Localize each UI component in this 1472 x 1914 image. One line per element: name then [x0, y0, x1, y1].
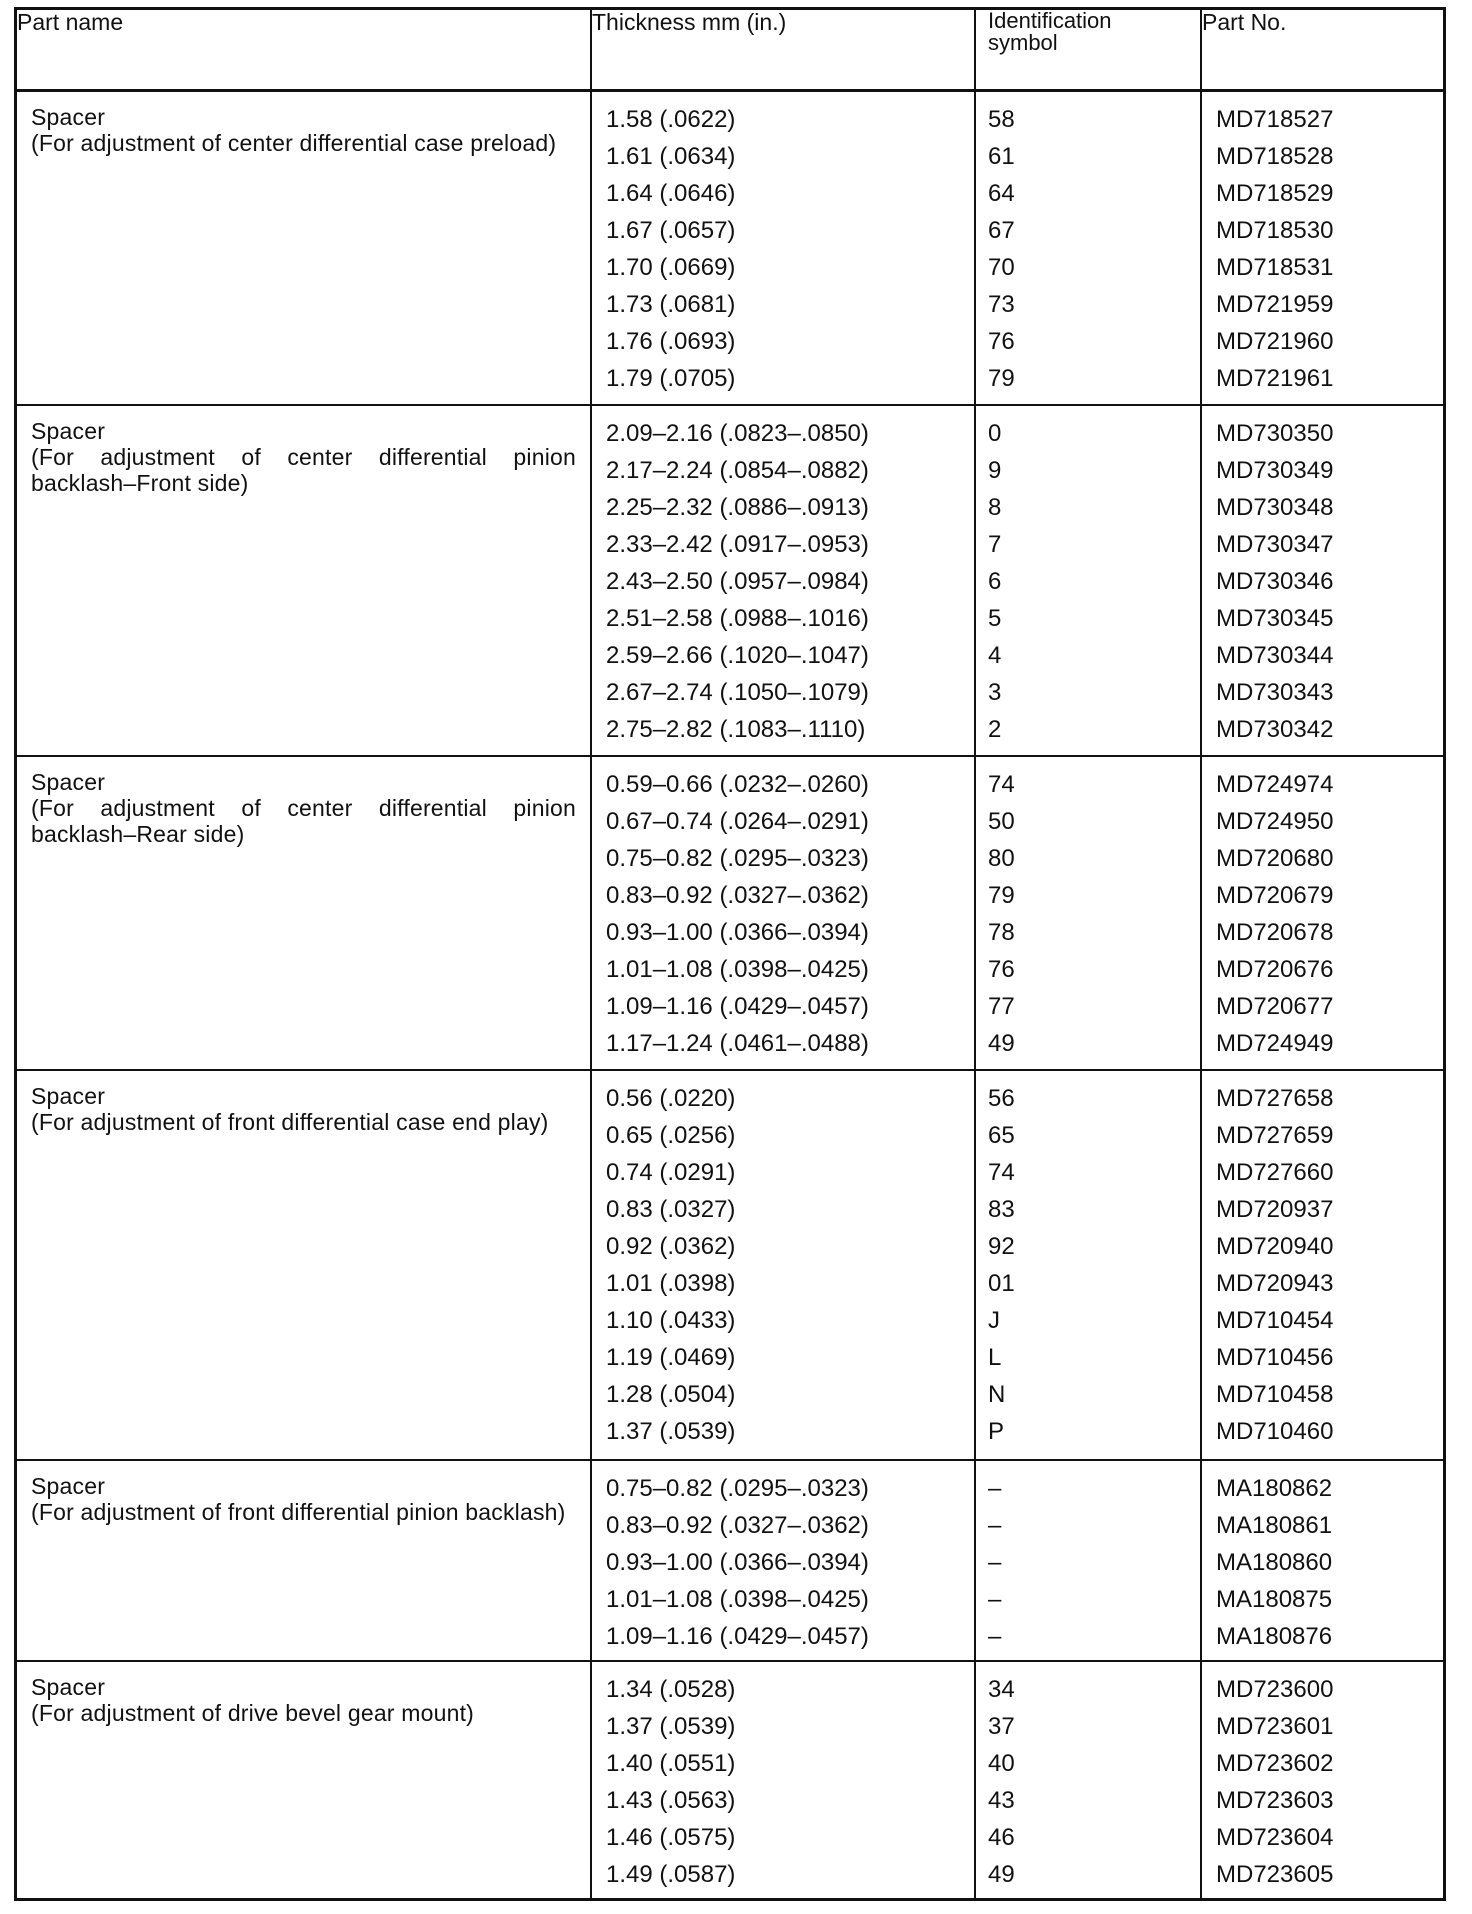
part-number: MA180876	[1216, 1623, 1333, 1651]
part-name-cell	[17, 405, 591, 757]
part-number-cell	[1201, 756, 1443, 1070]
header-ident-line1: Identification	[988, 8, 1112, 33]
identification-symbol-cell	[975, 756, 1201, 1070]
part-number: MD720940	[1216, 1233, 1334, 1261]
header-ident-line2: symbol	[988, 30, 1058, 55]
identification-symbol: 34	[988, 1675, 1015, 1703]
identification-symbol: 6	[988, 567, 1002, 595]
thickness-value: 1.58 (.0622)	[606, 105, 736, 133]
part-number: MD718529	[1216, 179, 1334, 207]
part-purpose: (For adjustment of center differential pinion backlash–Front side)	[31, 443, 576, 496]
identification-symbol: 64	[988, 179, 1015, 207]
part-number: MD723605	[1216, 1860, 1334, 1888]
part-name: Spacer	[31, 769, 106, 796]
identification-symbol: 78	[988, 919, 1015, 947]
identification-symbol: 2	[988, 715, 1002, 743]
table-header	[17, 10, 1443, 90]
identification-symbol: 73	[988, 290, 1015, 318]
identification-symbol-cell	[975, 1070, 1201, 1460]
thickness-value: 1.64 (.0646)	[606, 179, 736, 207]
identification-symbol: P	[988, 1418, 1005, 1446]
part-number: MD720678	[1216, 919, 1334, 947]
part-number: MD718531	[1216, 253, 1334, 281]
header-part-no: Part No.	[1201, 10, 1443, 90]
part-name-cell	[17, 756, 591, 1070]
part-name: Spacer	[31, 1473, 106, 1500]
part-name: Spacer	[31, 103, 106, 130]
part-number: MD727658	[1216, 1085, 1334, 1113]
part-number: MD723601	[1216, 1712, 1334, 1740]
identification-symbol: J	[988, 1307, 1000, 1335]
part-number: MD710458	[1216, 1381, 1334, 1409]
part-number: MD720677	[1216, 993, 1334, 1021]
spacer-parts-table	[17, 10, 1443, 1898]
table-row	[17, 90, 1443, 405]
identification-symbol: 0	[988, 419, 1002, 447]
identification-symbol: 65	[988, 1122, 1015, 1150]
identification-symbol: 70	[988, 253, 1015, 281]
identification-symbol: –	[988, 1512, 1002, 1540]
part-number: MD721959	[1216, 290, 1334, 318]
thickness-cell	[591, 90, 975, 405]
part-name-cell	[17, 1460, 591, 1660]
identification-symbol: L	[988, 1344, 1002, 1372]
part-number-cell	[1201, 405, 1443, 757]
part-number: MD718527	[1216, 105, 1334, 133]
part-number: MD730348	[1216, 493, 1334, 521]
part-name: Spacer	[31, 1083, 106, 1110]
spacer-parts-table-frame	[14, 7, 1446, 1901]
thickness-value: 1.61 (.0634)	[606, 142, 736, 170]
thickness-value: 0.93–1.00 (.0366–.0394)	[606, 919, 869, 947]
part-number: MD720676	[1216, 956, 1334, 984]
thickness-cell	[591, 756, 975, 1070]
part-number: MD720937	[1216, 1196, 1334, 1224]
part-group	[17, 405, 1443, 757]
identification-symbol: 74	[988, 771, 1015, 799]
thickness-value: 1.09–1.16 (.0429–.0457)	[606, 1623, 869, 1651]
identification-symbol: N	[988, 1381, 1006, 1409]
thickness-value: 0.92 (.0362)	[606, 1233, 736, 1261]
part-number: MD710454	[1216, 1307, 1334, 1335]
thickness-value: 1.49 (.0587)	[606, 1860, 736, 1888]
identification-symbol: 79	[988, 882, 1015, 910]
part-number: MD727660	[1216, 1159, 1334, 1187]
thickness-value: 1.79 (.0705)	[606, 364, 736, 392]
identification-symbol: –	[988, 1549, 1002, 1577]
thickness-value: 2.09–2.16 (.0823–.0850)	[606, 419, 869, 447]
thickness-value: 0.83 (.0327)	[606, 1196, 736, 1224]
thickness-value: 1.34 (.0528)	[606, 1675, 736, 1703]
part-group	[17, 1460, 1443, 1660]
identification-symbol-cell	[975, 405, 1201, 757]
identification-symbol: 7	[988, 530, 1002, 558]
part-number-cell	[1201, 1460, 1443, 1660]
thickness-value: 2.75–2.82 (.1083–.1110)	[606, 715, 866, 743]
header-thickness: Thickness mm (in.)	[591, 10, 975, 90]
part-number: MD710460	[1216, 1418, 1334, 1446]
header-row	[17, 10, 1443, 90]
table-row	[17, 756, 1443, 1070]
identification-symbol: 67	[988, 216, 1015, 244]
part-number: MD730343	[1216, 678, 1334, 706]
part-number: MA180875	[1216, 1586, 1333, 1614]
part-name: Spacer	[31, 417, 106, 444]
identification-symbol-cell	[975, 1460, 1201, 1660]
part-number: MD727659	[1216, 1122, 1334, 1150]
thickness-value: 1.37 (.0539)	[606, 1712, 736, 1740]
thickness-value: 0.56 (.0220)	[606, 1085, 736, 1113]
part-number: MD724950	[1216, 808, 1334, 836]
part-purpose: (For adjustment of drive bevel gear mount)	[31, 1699, 475, 1726]
part-number-cell	[1201, 1070, 1443, 1460]
part-number: MD723603	[1216, 1786, 1334, 1814]
table-row	[17, 1460, 1443, 1660]
identification-symbol-cell	[975, 1661, 1201, 1898]
part-number: MD724974	[1216, 771, 1334, 799]
part-name-cell	[17, 90, 591, 405]
thickness-value: 1.19 (.0469)	[606, 1344, 736, 1372]
part-group	[17, 756, 1443, 1070]
identification-symbol: 58	[988, 105, 1015, 133]
thickness-value: 0.83–0.92 (.0327–.0362)	[606, 1512, 869, 1540]
thickness-value: 0.93–1.00 (.0366–.0394)	[606, 1549, 869, 1577]
identification-symbol: 43	[988, 1786, 1015, 1814]
table-row	[17, 1070, 1443, 1460]
thickness-value: 0.83–0.92 (.0327–.0362)	[606, 882, 869, 910]
part-group	[17, 1661, 1443, 1898]
thickness-value: 1.73 (.0681)	[606, 290, 736, 318]
part-number: MD720679	[1216, 882, 1334, 910]
thickness-value: 1.76 (.0693)	[606, 327, 736, 355]
identification-symbol: 92	[988, 1233, 1015, 1261]
header-part-name: Part name	[17, 10, 591, 90]
part-number: MA180860	[1216, 1549, 1333, 1577]
thickness-value: 2.25–2.32 (.0886–.0913)	[606, 493, 869, 521]
identification-symbol: 37	[988, 1712, 1015, 1740]
part-number: MA180861	[1216, 1512, 1333, 1540]
identification-symbol-cell	[975, 90, 1201, 405]
part-purpose: (For adjustment of center differential pinion backlash–Rear side)	[31, 795, 576, 848]
identification-symbol: 9	[988, 456, 1002, 484]
thickness-value: 2.43–2.50 (.0957–.0984)	[606, 567, 869, 595]
part-number: MD730346	[1216, 567, 1334, 595]
thickness-value: 1.01–1.08 (.0398–.0425)	[606, 956, 869, 984]
thickness-value: 2.59–2.66 (.1020–.1047)	[606, 641, 869, 669]
thickness-value: 0.59–0.66 (.0232–.0260)	[606, 771, 869, 799]
identification-symbol: 46	[988, 1823, 1015, 1851]
identification-symbol: 01	[988, 1270, 1015, 1298]
identification-symbol: 8	[988, 493, 1002, 521]
thickness-cell	[591, 1070, 975, 1460]
thickness-value: 1.01–1.08 (.0398–.0425)	[606, 1586, 869, 1614]
part-group	[17, 1070, 1443, 1460]
part-number: MD723604	[1216, 1823, 1334, 1851]
part-number: MD710456	[1216, 1344, 1334, 1372]
thickness-value: 0.67–0.74 (.0264–.0291)	[606, 808, 869, 836]
part-purpose: (For adjustment of front differential pinion backlash)	[31, 1499, 566, 1526]
thickness-value: 1.17–1.24 (.0461–.0488)	[606, 1030, 869, 1058]
part-number: MD718528	[1216, 142, 1334, 170]
thickness-value: 1.10 (.0433)	[606, 1307, 736, 1335]
thickness-value: 1.40 (.0551)	[606, 1749, 736, 1777]
table-row	[17, 1661, 1443, 1898]
part-number: MD730350	[1216, 419, 1334, 447]
part-number: MD730342	[1216, 715, 1334, 743]
identification-symbol: 49	[988, 1030, 1015, 1058]
identification-symbol: 49	[988, 1860, 1015, 1888]
part-number: MD721960	[1216, 327, 1334, 355]
identification-symbol: 83	[988, 1196, 1015, 1224]
identification-symbol: 80	[988, 845, 1015, 873]
table-row	[17, 405, 1443, 757]
identification-symbol: 77	[988, 993, 1015, 1021]
part-purpose: (For adjustment of front differential case end play)	[31, 1109, 549, 1136]
thickness-cell	[591, 1460, 975, 1660]
thickness-value: 0.74 (.0291)	[606, 1159, 736, 1187]
identification-symbol: 40	[988, 1749, 1015, 1777]
part-number: MD730345	[1216, 604, 1334, 632]
thickness-cell	[591, 405, 975, 757]
identification-symbol: 79	[988, 364, 1015, 392]
part-number: MD730349	[1216, 456, 1334, 484]
part-number: MD720680	[1216, 845, 1334, 873]
thickness-value: 2.33–2.42 (.0917–.0953)	[606, 530, 869, 558]
part-group	[17, 90, 1443, 405]
part-name: Spacer	[31, 1673, 106, 1700]
identification-symbol: 3	[988, 678, 1002, 706]
header-identification-symbol	[975, 10, 1201, 90]
identification-symbol: 50	[988, 808, 1015, 836]
thickness-value: 2.17–2.24 (.0854–.0882)	[606, 456, 869, 484]
thickness-value: 1.01 (.0398)	[606, 1270, 736, 1298]
identification-symbol: –	[988, 1586, 1002, 1614]
part-number: MD721961	[1216, 364, 1334, 392]
thickness-value: 2.67–2.74 (.1050–.1079)	[606, 678, 869, 706]
thickness-value: 0.75–0.82 (.0295–.0323)	[606, 845, 869, 873]
part-number: MD730344	[1216, 641, 1334, 669]
part-number: MD720943	[1216, 1270, 1334, 1298]
part-number: MD730347	[1216, 530, 1334, 558]
part-name-cell	[17, 1661, 591, 1898]
thickness-value: 1.43 (.0563)	[606, 1786, 736, 1814]
part-number-cell	[1201, 90, 1443, 405]
identification-symbol: 76	[988, 327, 1015, 355]
identification-symbol: 61	[988, 142, 1015, 170]
thickness-value: 0.65 (.0256)	[606, 1122, 736, 1150]
thickness-value: 1.70 (.0669)	[606, 253, 736, 281]
thickness-value: 1.09–1.16 (.0429–.0457)	[606, 993, 869, 1021]
part-number: MD723600	[1216, 1675, 1334, 1703]
identification-symbol: 74	[988, 1159, 1015, 1187]
thickness-cell	[591, 1661, 975, 1898]
part-number: MA180862	[1216, 1475, 1333, 1503]
identification-symbol: 56	[988, 1085, 1015, 1113]
thickness-value: 1.28 (.0504)	[606, 1381, 736, 1409]
thickness-value: 1.67 (.0657)	[606, 216, 736, 244]
part-number: MD724949	[1216, 1030, 1334, 1058]
identification-symbol: –	[988, 1623, 1002, 1651]
part-name-cell	[17, 1070, 591, 1460]
part-purpose: (For adjustment of center differential case preload)	[31, 129, 557, 156]
part-number: MD723602	[1216, 1749, 1334, 1777]
part-number: MD718530	[1216, 216, 1334, 244]
identification-symbol: 5	[988, 604, 1002, 632]
identification-symbol: 76	[988, 956, 1015, 984]
part-number-cell	[1201, 1661, 1443, 1898]
identification-symbol: 4	[988, 641, 1002, 669]
thickness-value: 1.46 (.0575)	[606, 1823, 736, 1851]
thickness-value: 1.37 (.0539)	[606, 1418, 736, 1446]
thickness-value: 0.75–0.82 (.0295–.0323)	[606, 1475, 869, 1503]
thickness-value: 2.51–2.58 (.0988–.1016)	[606, 604, 869, 632]
identification-symbol: –	[988, 1475, 1002, 1503]
